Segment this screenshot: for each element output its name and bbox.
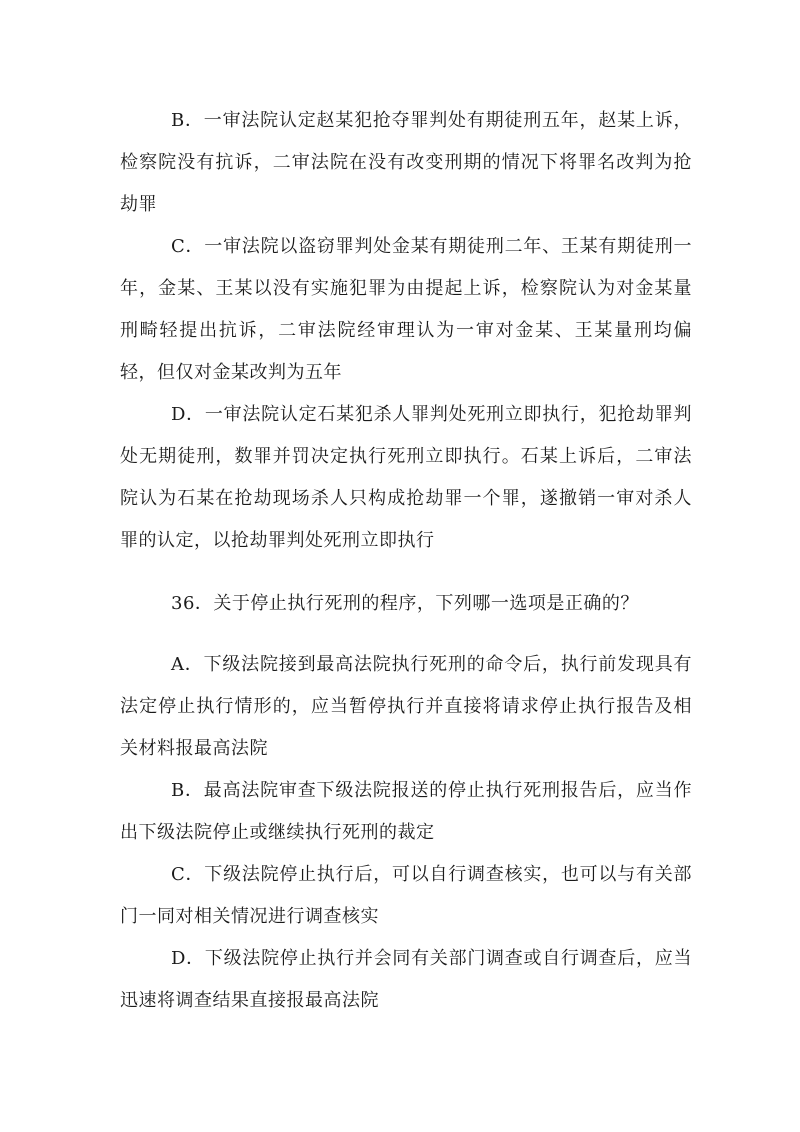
question-36-option-d — [120, 938, 692, 1022]
option-b-text: B．最高法院审查下级法院报送的停止执行死刑报告后，应当作出下级法院停止或继续执行死刑的裁定 — [120, 780, 692, 843]
option-c-text: C．一审法院以盗窃罪判处金某有期徒刑二年、王某有期徒刑一年，金某、王某以没有实施犯罪为由提起上诉，检察院认为对金某量刑畸轻提出抗诉，二审法院经审理认为一审对金某、王某量刑均偏轻，但仅对金某改判为五年 — [120, 236, 692, 383]
previous-question-option-d — [120, 394, 692, 562]
question-36-option-a — [120, 644, 692, 770]
question-36-option-b — [120, 770, 692, 854]
option-c-text: C．下级法院停止执行后，可以自行调查核实，也可以与有关部门一同对相关情况进行调查核实 — [120, 864, 692, 927]
option-b-text: B．一审法院认定赵某犯抢夺罪判处有期徒刑五年，赵某上诉，检察院没有抗诉，二审法院在没有改变刑期的情况下将罪名改判为抢劫罪 — [120, 110, 692, 215]
previous-question-option-c — [120, 226, 692, 394]
question-stem-text: 36．关于停止执行死刑的程序，下列哪一选项是正确的？ — [171, 593, 639, 614]
question-36-stem — [120, 583, 692, 625]
question-36-option-c — [120, 854, 692, 938]
previous-question-option-b — [120, 100, 692, 226]
option-d-text: D．一审法院认定石某犯杀人罪判处死刑立即执行，犯抢劫罪判处无期徒刑，数罪并罚决定执行死刑立即执行。石某上诉后，二审法院认为石某在抢劫现场杀人只构成抢劫罪一个罪，遂撤销一审对杀人罪的认定，以抢劫罪判处死刑立即执行 — [120, 404, 692, 551]
option-a-text: A．下级法院接到最高法院执行死刑的命令后，执行前发现具有法定停止执行情形的，应当暂停执行并直接将请求停止执行报告及相关材料报最高法院 — [120, 654, 692, 759]
option-d-text: D．下级法院停止执行并会同有关部门调查或自行调查后，应当迅速将调查结果直接报最高法院 — [120, 948, 692, 1011]
